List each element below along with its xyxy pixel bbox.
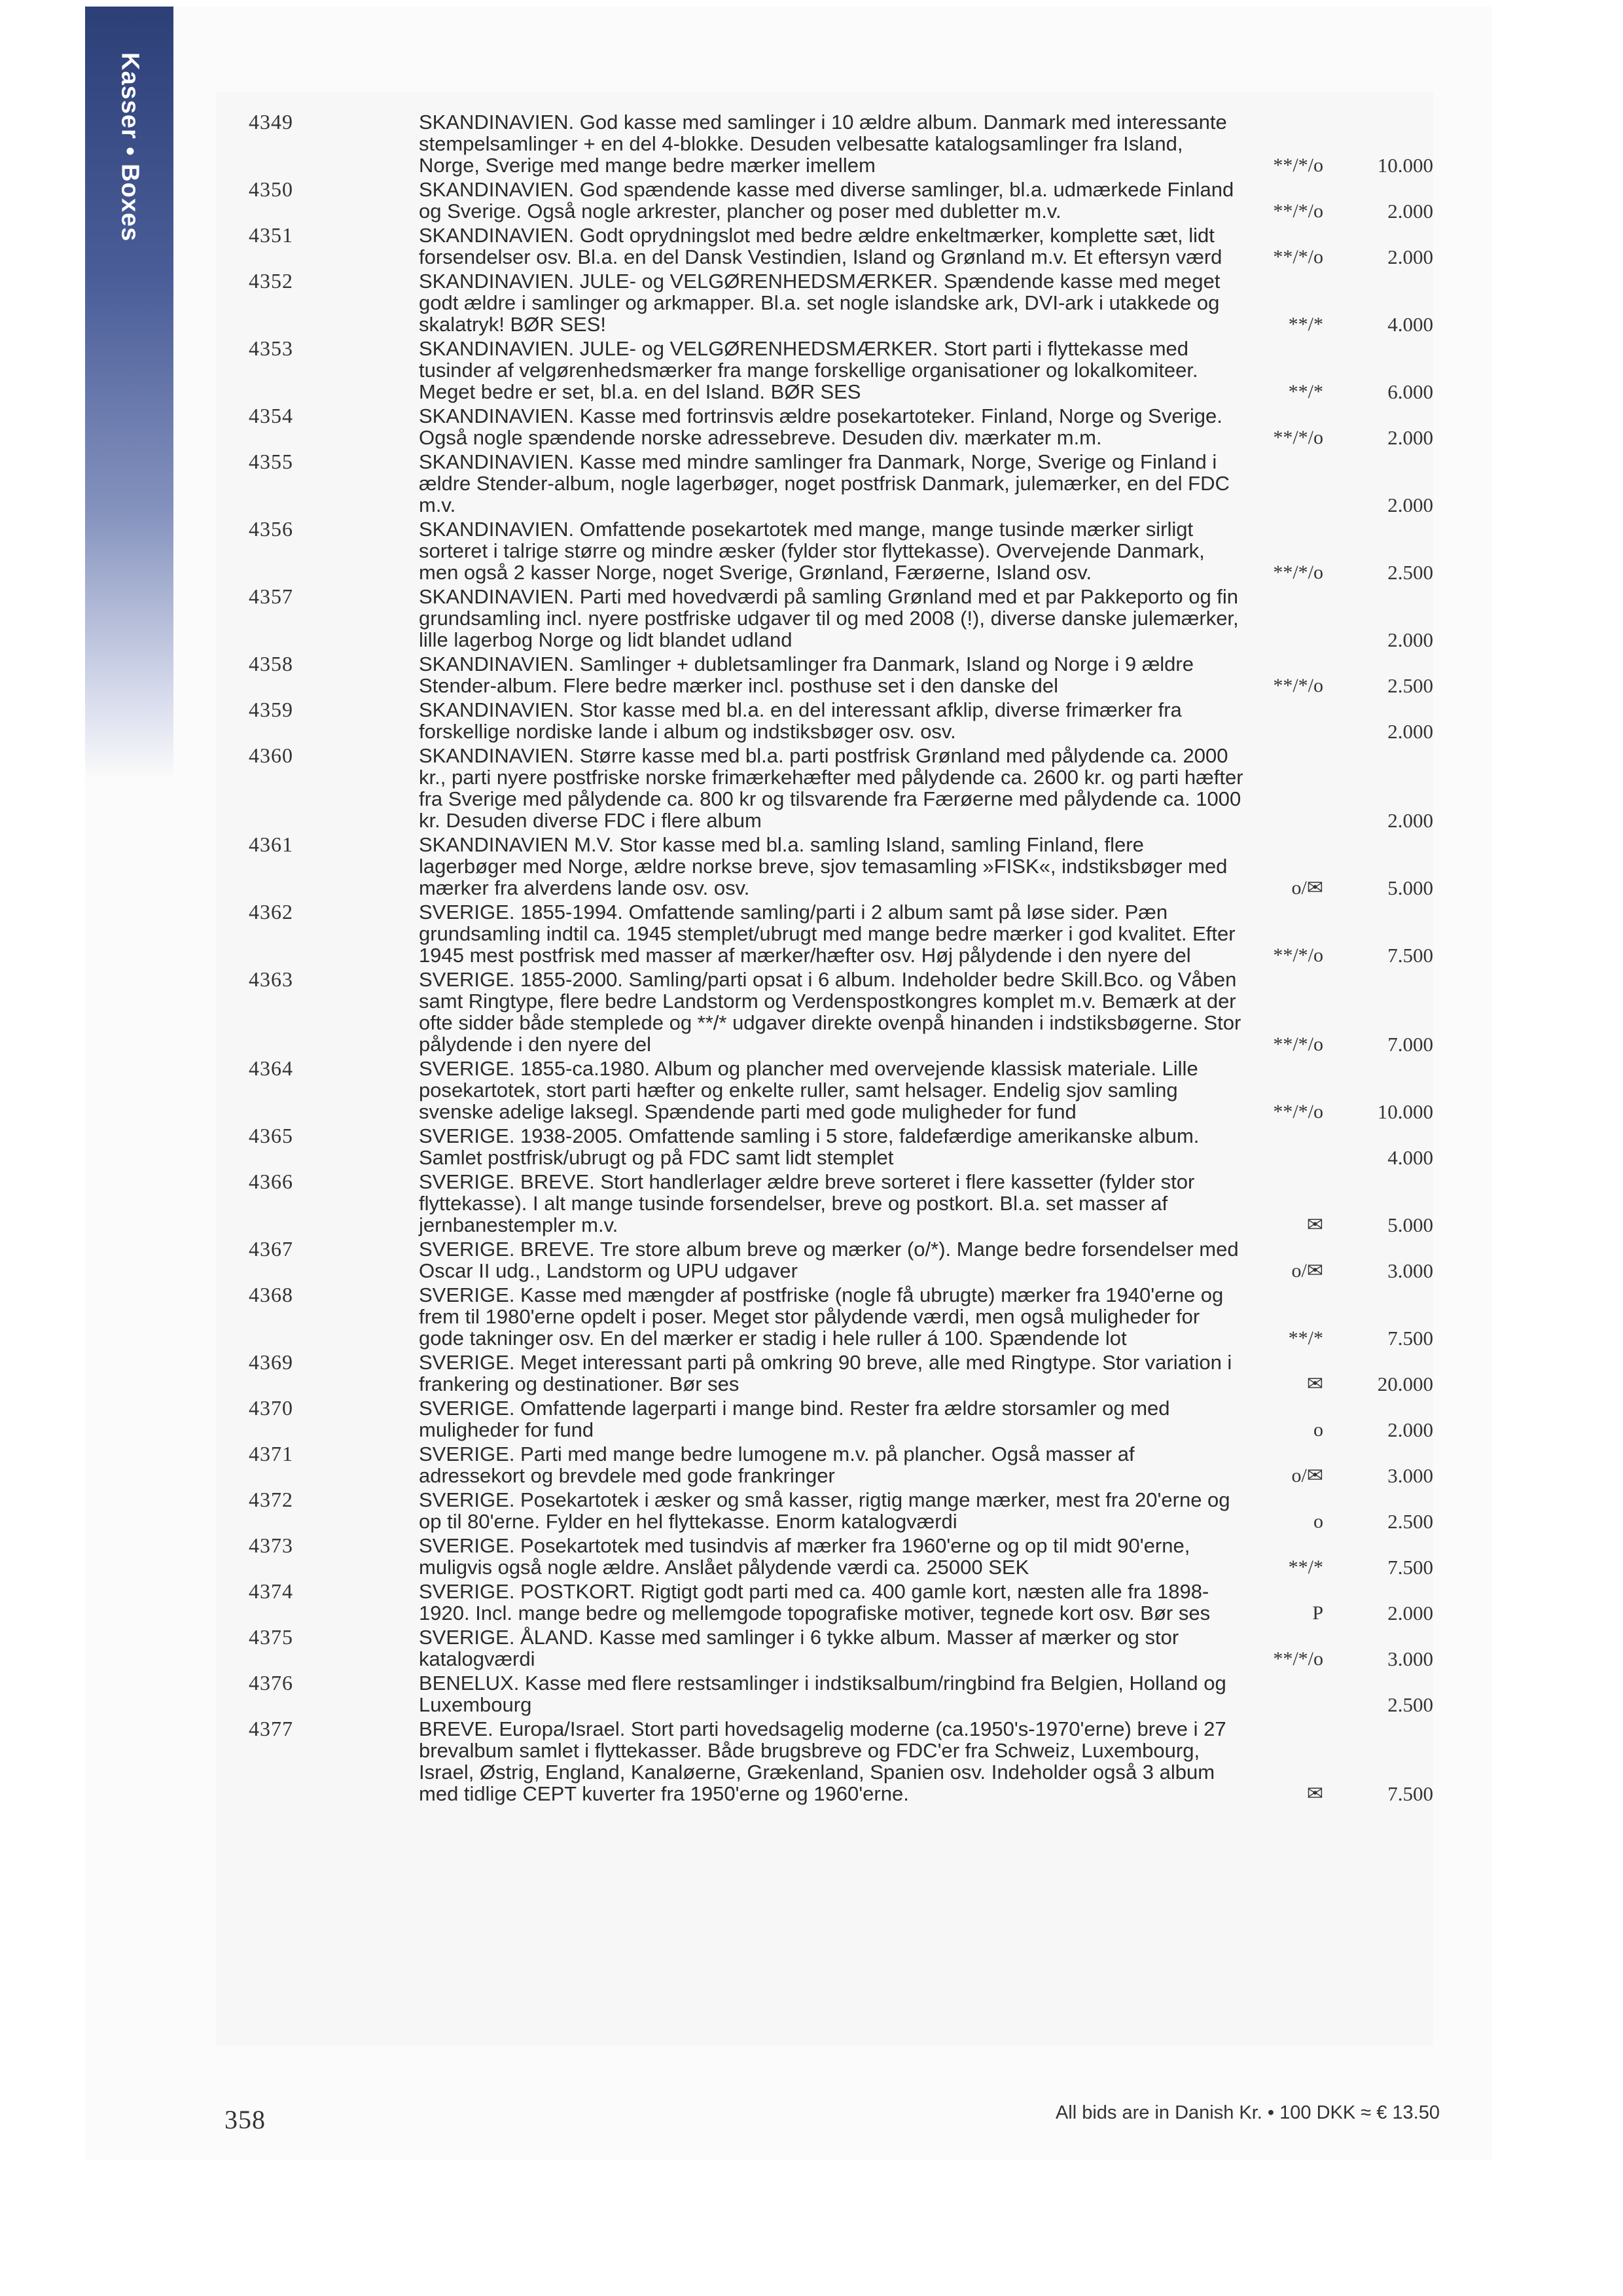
- lot-condition: ✉: [1306, 1214, 1323, 1236]
- lot-price: 4.000: [1387, 1146, 1433, 1169]
- lot-description: SKANDINAVIEN. God kasse med samlinger i 10 ældre album. Danmark med interessante stempelsamlinger + en del 4-blokke. Desuden velbesatte katalogsamlinger fra Island, Norge, Sverige med mange bedre mærker imellem: [419, 111, 1227, 177]
- lot-description: SVERIGE. Omfattende lagerparti i mange bind. Rester fra ældre storsamler og med muligheder for fund: [419, 1397, 1170, 1441]
- lot-number: 4370: [249, 1396, 293, 1420]
- lot-description: SVERIGE. Posekartotek med tusindvis af mærker fra 1960'erne og op til midt 90'erne, muligvis også nogle ældre. Anslået pålydende værdi ca. 25000 SEK: [419, 1534, 1190, 1579]
- lot-price: 7.500: [1387, 944, 1433, 967]
- lot-number: 4372: [249, 1488, 293, 1511]
- lot-row: [249, 834, 1433, 899]
- lot-description: SKANDINAVIEN. Omfattende posekartotek med mange, mange tusinde mærker sirligt sorteret i talrige større og mindre æsker (fylder stor flyttekasse). Overvejende Danmark, men også 2 kasser Norge, noget Sverige, Grønland, Færøerne, Island osv.: [419, 518, 1205, 584]
- lot-row: [249, 1535, 1433, 1578]
- lot-price: 2.500: [1387, 561, 1433, 584]
- lot-description: SVERIGE. POSTKORT. Rigtigt godt parti med ca. 400 gamle kort, næsten alle fra 1898-1920. Incl. mange bedre og mellemgode topografiske motiver, tegnede kort osv. Bør ses: [419, 1580, 1211, 1624]
- lot-number: 4358: [249, 652, 293, 675]
- lot-number: 4353: [249, 336, 293, 360]
- lot-row: [249, 518, 1433, 583]
- lot-number: 4349: [249, 110, 293, 134]
- lot-number: 4364: [249, 1056, 293, 1080]
- lot-number: 4377: [249, 1717, 293, 1740]
- lot-condition: **/*: [1288, 1556, 1323, 1578]
- lot-number: 4351: [249, 223, 293, 247]
- lot-description: SKANDINAVIEN. JULE- og VELGØRENHEDSMÆRKER. Stort parti i flyttekasse med tusinder af velgørenhedsmærker fra mange forskellige organisationer og lokalkomiteer. Meget bedre er set, bl.a. en del Island. BØR SES: [419, 337, 1198, 403]
- lot-number: 4365: [249, 1124, 293, 1147]
- lot-number: 4366: [249, 1170, 293, 1193]
- lot-description: SKANDINAVIEN. Kasse med fortrinsvis ældre posekartoteker. Finland, Norge og Sverige. Også nogle spændende norske adressebreve. Desuden div. mærkater m.m.: [419, 404, 1222, 449]
- lot-row: [249, 699, 1433, 742]
- lot-description: SVERIGE. Posekartotek i æsker og små kasser, rigtig mange mærker, mest fra 20'erne og op til 80'erne. Fylder en hel flyttekasse. Enorm katalogværdi: [419, 1488, 1230, 1533]
- lot-description: SVERIGE. BREVE. Stort handlerlager ældre breve sorteret i flere kassetter (fylder stor flyttekasse). I alt mange tusinde forsendelser, breve og postkort. Bl.a. set masser af jernbanestempler m.v.: [419, 1170, 1195, 1236]
- lot-price: 3.000: [1387, 1464, 1433, 1487]
- lot-row: [249, 969, 1433, 1055]
- lot-price: 2.000: [1387, 426, 1433, 449]
- lot-price: 2.000: [1387, 1602, 1433, 1624]
- lot-condition: **/*/o: [1273, 200, 1323, 222]
- lot-condition: o/✉: [1291, 1260, 1323, 1282]
- lot-price: 2.000: [1387, 245, 1433, 268]
- lot-description: BREVE. Europa/Israel. Stort parti hovedsagelig moderne (ca.1950's-1970'erne) breve i 27 brevalbum samlet i flyttekasser. Både brugsbreve og FDC'er fra Schweiz, Luxembourg, Israel, Østrig, England, Kanaløerne, Grækenland, Spanien osv. Indeholder også 3 album med tidlige CEPT kuverter fra 1950'erne og 1960'erne.: [419, 1717, 1226, 1805]
- lot-price: 2.500: [1387, 1510, 1433, 1533]
- lot-condition: o/✉: [1291, 1465, 1323, 1486]
- lot-condition: **/*/o: [1273, 246, 1323, 268]
- lot-description: BENELUX. Kasse med flere restsamlinger i indstiksalbum/ringbind fra Belgien, Holland og Luxembourg: [419, 1672, 1226, 1716]
- lot-description: SKANDINAVIEN. Godt oprydningslot med bedre ældre enkeltmærker, komplette sæt, lidt forsendelser osv. Bl.a. en del Dansk Vestindien, Island og Grønland m.v. Et eftersyn værd: [419, 224, 1222, 268]
- section-tab-label: Kasser • Boxes: [116, 52, 144, 242]
- lot-row: [249, 745, 1433, 831]
- lot-number: 4362: [249, 900, 293, 924]
- lot-price: 2.000: [1387, 628, 1433, 651]
- lot-row: [249, 405, 1433, 448]
- lot-row: [249, 1489, 1433, 1532]
- lot-number: 4368: [249, 1283, 293, 1306]
- lot-row: [249, 1238, 1433, 1282]
- lot-description: SKANDINAVIEN. Parti med hovedværdi på samling Grønland med et par Pakkeporto og fin grundsamling incl. nyere postfriske udgaver til og med 2008 (!), diverse danske julemærker, lille lagerbog Norge og lidt blandet udland: [419, 585, 1239, 651]
- lot-price: 4.000: [1387, 313, 1433, 336]
- lot-condition: **/*: [1288, 1327, 1323, 1349]
- lot-description: SVERIGE. BREVE. Tre store album breve og mærker (o/*). Mange bedre forsendelser med Oscar II udg., Landstorm og UPU udgaver: [419, 1238, 1239, 1282]
- lot-number: 4354: [249, 404, 293, 427]
- lot-row: [249, 451, 1433, 516]
- lot-condition: P: [1312, 1602, 1323, 1624]
- page-number: 358: [224, 2105, 266, 2134]
- lot-description: SKANDINAVIEN. Stor kasse med bl.a. en del interessant afklip, diverse frimærker fra forskellige nordiske lande i album og indstiksbøger osv. osv.: [419, 698, 1182, 743]
- lot-description: SKANDINAVIEN. JULE- og VELGØRENHEDSMÆRKER. Spændende kasse med meget godt ældre i samlinger og arkmapper. Bl.a. set nogle islandske ark, DVI-ark i utakkede og skalatryk! BØR SES!: [419, 270, 1221, 336]
- lot-number: 4367: [249, 1237, 293, 1261]
- lot-price: 2.000: [1387, 1418, 1433, 1441]
- lot-row: [249, 653, 1433, 696]
- lot-condition: **/*/o: [1273, 675, 1323, 696]
- lot-row: [249, 270, 1433, 335]
- lot-price: 3.000: [1387, 1259, 1433, 1282]
- lot-price: 2.000: [1387, 493, 1433, 516]
- lot-row: [249, 1125, 1433, 1168]
- lot-row: [249, 1718, 1433, 1804]
- lot-row: [249, 1171, 1433, 1236]
- lot-condition: o/✉: [1291, 877, 1323, 899]
- lot-row: [249, 1581, 1433, 1624]
- lot-number: 4355: [249, 450, 293, 473]
- lot-condition: ✉: [1306, 1783, 1323, 1804]
- lot-row: [249, 1672, 1433, 1715]
- lot-number: 4369: [249, 1350, 293, 1374]
- lot-price: 7.000: [1387, 1033, 1433, 1056]
- lot-row: [249, 1352, 1433, 1395]
- lot-number: 4350: [249, 177, 293, 201]
- lot-condition: **/*: [1288, 314, 1323, 335]
- lot-description: SVERIGE. 1855-1994. Omfattende samling/parti i 2 album samt på løse sider. Pæn grundsamling indtil ca. 1945 stemplet/ubrugt med mange bedre mærker i god kvalitet. Efter 1945 mest postfrisk med masser af mærker/hæfter osv. Høj pålydende i den nyere del: [419, 901, 1236, 967]
- lot-price: 2.000: [1387, 200, 1433, 223]
- lot-row: [249, 179, 1433, 222]
- lot-condition: **/*/o: [1273, 944, 1323, 966]
- lot-price: 2.000: [1387, 720, 1433, 743]
- lot-condition: o: [1313, 1419, 1323, 1441]
- lot-number: 4375: [249, 1625, 293, 1649]
- lot-row: [249, 1626, 1433, 1670]
- lot-number: 4361: [249, 833, 293, 856]
- lot-description: SVERIGE. 1938-2005. Omfattende samling i 5 store, faldefærdige amerikanske album. Samlet postfrisk/ubrugt og på FDC samt lidt stemplet: [419, 1124, 1200, 1169]
- lot-list: [249, 111, 1433, 1807]
- lot-row: [249, 338, 1433, 403]
- lot-price: 2.500: [1387, 674, 1433, 697]
- lot-price: 10.000: [1377, 154, 1433, 177]
- lot-description: SVERIGE. Parti med mange bedre lumogene m.v. på plancher. Også masser af adressekort og brevdele med gode frankringer: [419, 1443, 1135, 1487]
- lot-description: SVERIGE. Kasse med mængder af postfriske (nogle få ubrugte) mærker fra 1940'erne og frem til 1980'erne opdelt i poser. Meget stor pålydende værdi, men også muligheder for gode takninger osv. En del mærker er stadig i hele ruller á 100. Spændende lot: [419, 1283, 1224, 1350]
- lot-price: 7.500: [1387, 1556, 1433, 1579]
- lot-number: 4374: [249, 1579, 293, 1603]
- lot-description: SKANDINAVIEN. God spændende kasse med diverse samlinger, bl.a. udmærkede Finland og Sverige. Også nogle arkrester, plancher og poser med dubletter m.v.: [419, 178, 1234, 223]
- lot-price: 5.000: [1387, 876, 1433, 899]
- lot-price: 7.500: [1387, 1327, 1433, 1350]
- lot-price: 10.000: [1377, 1100, 1433, 1123]
- lot-number: 4359: [249, 698, 293, 721]
- lot-condition: o: [1313, 1511, 1323, 1532]
- lot-row: [249, 224, 1433, 268]
- lot-price: 2.500: [1387, 1693, 1433, 1716]
- lot-number: 4356: [249, 517, 293, 541]
- lot-number: 4360: [249, 744, 293, 767]
- lot-number: 4371: [249, 1442, 293, 1465]
- lot-description: SKANDINAVIEN. Kasse med mindre samlinger fra Danmark, Norge, Sverige og Finland i ældre Stender-album, nogle lagerbøger, noget postfrisk Danmark, julemærker, en del FDC m.v.: [419, 450, 1230, 516]
- lot-description: SVERIGE. ÅLAND. Kasse med samlinger i 6 tykke album. Masser af mærker og stor katalogværdi: [419, 1626, 1179, 1670]
- lot-description: SVERIGE. 1855-ca.1980. Album og plancher med overvejende klassisk materiale. Lille posekartotek, stort parti hæfter og enkelte ruller, samt helsager. Endelig sjov samling svenske adelige laksegl. Spændende parti med gode muligheder for fund: [419, 1057, 1198, 1123]
- lot-condition: **/*/o: [1273, 1101, 1323, 1122]
- lot-description: SVERIGE. Meget interessant parti på omkring 90 breve, alle med Ringtype. Stor variation i frankering og destinationer. Bør ses: [419, 1351, 1232, 1395]
- lot-row: [249, 111, 1433, 176]
- lot-price: 7.500: [1387, 1782, 1433, 1805]
- lot-condition: **/*/o: [1273, 427, 1323, 448]
- lot-row: [249, 1397, 1433, 1441]
- lot-condition: **/*/o: [1273, 154, 1323, 176]
- lot-price: 2.000: [1387, 809, 1433, 832]
- lot-condition: **/*/o: [1273, 1648, 1323, 1670]
- lot-price: 3.000: [1387, 1647, 1433, 1670]
- lot-row: [249, 586, 1433, 651]
- lot-price: 6.000: [1387, 380, 1433, 403]
- lot-number: 4376: [249, 1671, 293, 1695]
- lot-number: 4363: [249, 967, 293, 991]
- lot-condition: **/*/o: [1273, 1033, 1323, 1055]
- lot-number: 4357: [249, 584, 293, 608]
- lot-row: [249, 1058, 1433, 1122]
- lot-condition: **/*: [1288, 381, 1323, 403]
- lot-condition: **/*/o: [1273, 562, 1323, 583]
- lot-row: [249, 1443, 1433, 1486]
- lot-price: 20.000: [1377, 1372, 1433, 1395]
- currency-note: All bids are in Danish Kr. • 100 DKK ≈ € 13.50: [1055, 2102, 1440, 2123]
- lot-description: SKANDINAVIEN M.V. Stor kasse med bl.a. samling Island, samling Finland, flere lagerbøger med Norge, ældre norkse breve, sjov temasamling »FISK«, indstiksbøger med mærker fra alverdens lande osv. osv.: [419, 833, 1228, 899]
- lot-row: [249, 1284, 1433, 1349]
- lot-price: 5.000: [1387, 1213, 1433, 1236]
- lot-description: SKANDINAVIEN. Samlinger + dubletsamlinger fra Danmark, Island og Norge i 9 ældre Stender-album. Flere bedre mærker incl. posthuse set i den danske del: [419, 653, 1194, 697]
- lot-description: SVERIGE. 1855-2000. Samling/parti opsat i 6 album. Indeholder bedre Skill.Bco. og Våben samt Ringtype, flere bedre Landstorm og Verdenspostkongres komplet m.v. Bemærk at der ofte sidder både stemplede og **/* udgaver direkte ovenpå hinanden i indstiksbøgerne. Stor pålydende i den nyere del: [419, 968, 1241, 1056]
- lot-condition: ✉: [1306, 1373, 1323, 1395]
- lot-number: 4373: [249, 1534, 293, 1557]
- lot-number: 4352: [249, 269, 293, 293]
- lot-row: [249, 901, 1433, 966]
- lot-description: SKANDINAVIEN. Større kasse med bl.a. parti postfrisk Grønland med pålydende ca. 2000 kr., parti nyere postfriske norske frimærkehæfter med pålydende ca. 2600 kr. og parti hæfter fra Sverige med pålydende ca. 800 kr og tilsvarende fra Færøerne med pålydende ca. 1000 kr. Desuden diverse FDC i flere album: [419, 744, 1243, 832]
